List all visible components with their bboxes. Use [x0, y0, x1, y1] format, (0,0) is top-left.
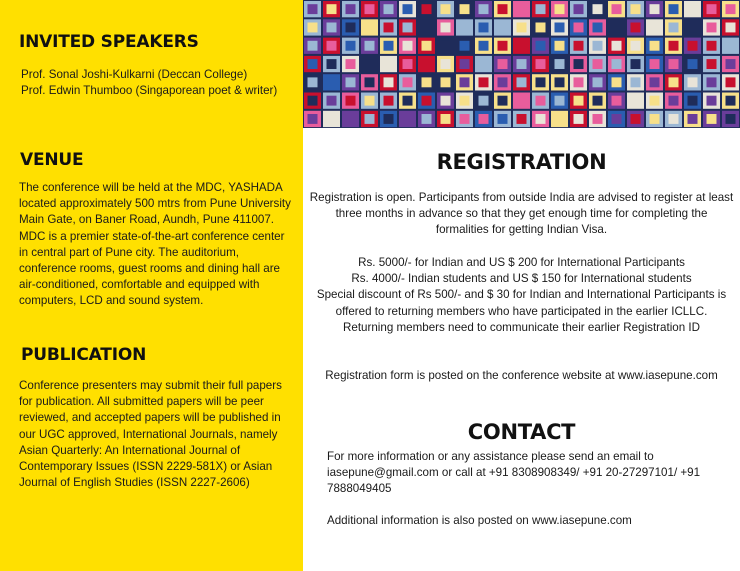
tile-inner: [726, 23, 736, 33]
tile-inner: [346, 96, 356, 106]
tile-inner: [517, 114, 527, 124]
tile-inner: [327, 114, 337, 124]
tile-inner: [574, 77, 584, 87]
tile-inner: [479, 59, 489, 69]
tile-inner: [593, 114, 603, 124]
tile-inner: [365, 41, 375, 51]
tile-inner: [688, 114, 698, 124]
tile-inner: [384, 41, 394, 51]
tile-inner: [441, 4, 451, 14]
tile-inner: [308, 4, 318, 14]
tile-inner: [707, 23, 717, 33]
tile-inner: [574, 41, 584, 51]
speaker-1: Prof. Sonal Joshi-Kulkarni (Deccan College): [21, 68, 248, 81]
tile-inner: [365, 77, 375, 87]
tile-inner: [593, 77, 603, 87]
tile-inner: [384, 114, 394, 124]
tile-inner: [593, 4, 603, 14]
tile-inner: [327, 23, 337, 33]
tile-inner: [498, 4, 508, 14]
contact-heading: CONTACT: [467, 420, 576, 444]
tile-inner: [574, 96, 584, 106]
tile-inner: [612, 77, 622, 87]
registration-fees: [309, 255, 734, 336]
tile-inner: [308, 77, 318, 87]
tile-inner: [555, 114, 565, 124]
tile-inner: [346, 4, 356, 14]
tile-inner: [365, 114, 375, 124]
tile-inner: [346, 77, 356, 87]
tile-inner: [536, 4, 546, 14]
tile-inner: [441, 114, 451, 124]
tile-inner: [555, 59, 565, 69]
tile-inner: [498, 96, 508, 106]
tile-inner: [707, 114, 717, 124]
tile-inner: [555, 41, 565, 51]
invited-speakers-heading: INVITED SPEAKERS: [19, 32, 199, 52]
tile-inner: [384, 96, 394, 106]
tile-inner: [555, 23, 565, 33]
tile-inner: [574, 114, 584, 124]
tile-inner: [384, 77, 394, 87]
registration-form-note: Registration form is posted on the conference website at www.iasepune.com: [325, 369, 718, 382]
tile-inner: [612, 114, 622, 124]
tile-inner: [403, 4, 413, 14]
tile-inner: [688, 77, 698, 87]
tile-inner: [726, 59, 736, 69]
tile-inner: [631, 96, 641, 106]
tile-inner: [422, 41, 432, 51]
tile-inner: [422, 23, 432, 33]
tile-inner: [688, 4, 698, 14]
tile-inner: [650, 4, 660, 14]
tile-inner: [460, 59, 470, 69]
tile-inner: [593, 41, 603, 51]
tile-inner: [403, 23, 413, 33]
speaker-2: Prof. Edwin Thumboo (Singaporean poet & writer): [21, 84, 278, 98]
tile-inner: [631, 59, 641, 69]
tile-inner: [498, 77, 508, 87]
tile-inner: [726, 114, 736, 124]
tile-inner: [384, 23, 394, 33]
publication-text: Conference presenters may submit their full papers for publication. All submitted papers will be peer reviewed, and accepted papers will be published in our UGC approved, International Journals, namely Asian Quarterly: An International Journal of Contemporary Issues (ISSN 2229-581X) or Asian Journal of English Studies (ISSN 2227-2606): [19, 379, 282, 490]
tile-inner: [479, 114, 489, 124]
tile-inner: [574, 23, 584, 33]
tile-inner: [536, 23, 546, 33]
registration-heading: REGISTRATION: [436, 150, 607, 174]
tile-inner: [688, 59, 698, 69]
tile-inner: [669, 77, 679, 87]
tile-inner: [346, 41, 356, 51]
tile-inner: [555, 4, 565, 14]
tile-inner: [669, 41, 679, 51]
fee-indian-international: Rs. 5000/- for Indian and US $ 200 for International Participants: [358, 256, 685, 269]
tile-inner: [460, 77, 470, 87]
tile-inner: [498, 23, 508, 33]
contact-additional: Additional information is also posted on www.iasepune.com: [327, 514, 632, 527]
tile-inner: [517, 41, 527, 51]
tile-inner: [479, 96, 489, 106]
tile-inner: [631, 23, 641, 33]
tile-inner: [631, 77, 641, 87]
tile-inner: [365, 23, 375, 33]
tile-inner: [650, 114, 660, 124]
tile-inner: [308, 59, 318, 69]
tile-inner: [441, 41, 451, 51]
tile-inner: [726, 4, 736, 14]
tile-inner: [593, 23, 603, 33]
tile-inner: [688, 23, 698, 33]
tile-inner: [593, 59, 603, 69]
tile-inner: [479, 4, 489, 14]
tile-inner: [650, 77, 660, 87]
tile-inner: [441, 77, 451, 87]
tile-inner: [403, 114, 413, 124]
tile-inner: [422, 59, 432, 69]
venue-text: The conference will be held at the MDC, YASHADA located approximately 500 mtrs from Pune University Main Gate, on Baner Road, Aundh, Pune 411007. MDC is a premier state-of-the-art conference center in central part of Pune city. The auditorium, conference rooms, guest rooms and dining hall are air-conditioned, comfortable and equipped with computers, LCD and sound system.: [19, 181, 291, 308]
tile-inner: [650, 23, 660, 33]
tile-inner: [460, 23, 470, 33]
right-panel: [303, 0, 740, 571]
tile-inner: [650, 41, 660, 51]
tile-inner: [498, 59, 508, 69]
tile-inner: [441, 59, 451, 69]
tile-inner: [631, 4, 641, 14]
tile-inner: [460, 4, 470, 14]
tile-inner: [422, 114, 432, 124]
tile-inner: [422, 96, 432, 106]
tile-inner: [707, 77, 717, 87]
tile-inner: [479, 23, 489, 33]
tile-inner: [479, 41, 489, 51]
tile-inner: [612, 96, 622, 106]
tile-inner: [460, 96, 470, 106]
tile-inner: [726, 77, 736, 87]
tile-inner: [403, 41, 413, 51]
tile-pattern-svg: [303, 0, 740, 128]
tile-inner: [308, 96, 318, 106]
tile-inner: [726, 41, 736, 51]
left-panel: [0, 0, 303, 571]
tile-inner: [688, 96, 698, 106]
tile-inner: [403, 77, 413, 87]
tile-inner: [555, 96, 565, 106]
tile-inner: [536, 96, 546, 106]
tile-inner: [574, 59, 584, 69]
tile-inner: [365, 96, 375, 106]
invited-speakers-list: [21, 67, 301, 99]
tile-inner: [308, 114, 318, 124]
tile-inner: [498, 41, 508, 51]
tile-inner: [517, 96, 527, 106]
tile-inner: [460, 41, 470, 51]
tile-inner: [669, 114, 679, 124]
tile-inner: [384, 59, 394, 69]
tile-inner: [536, 77, 546, 87]
tile-inner: [707, 4, 717, 14]
tile-inner: [441, 23, 451, 33]
tile-inner: [631, 114, 641, 124]
tile-inner: [346, 114, 356, 124]
publication-heading: PUBLICATION: [21, 345, 147, 365]
fee-students: Rs. 4000/- Indian students and US $ 150 for International students: [351, 272, 692, 286]
tile-inner: [498, 114, 508, 124]
tile-inner: [555, 77, 565, 87]
tile-inner: [422, 77, 432, 87]
tile-inner: [479, 77, 489, 87]
tile-inner: [612, 41, 622, 51]
venue-heading: VENUE: [20, 150, 84, 170]
tile-inner: [631, 41, 641, 51]
tile-inner: [612, 59, 622, 69]
registration-intro: Registration is open. Participants from outside India are advised to register at least three months in advance so that they get enough time for completing the formalities for getting Indian Visa.: [309, 191, 734, 237]
tile-inner: [707, 96, 717, 106]
tile-inner: [327, 41, 337, 51]
tile-inner: [403, 59, 413, 69]
fee-returning-discount: Special discount of Rs 500/- and $ 30 for Indian and International Participants is offered to returning members who have participated in the earlier ICLLC. Returning members need to communicate their earlier Registration ID: [316, 288, 727, 334]
tile-inner: [346, 23, 356, 33]
tile-inner: [669, 4, 679, 14]
tile-inner: [650, 59, 660, 69]
tile-inner: [517, 77, 527, 87]
tile-inner: [327, 77, 337, 87]
tile-inner: [346, 59, 356, 69]
tile-inner: [327, 96, 337, 106]
tile-inner: [536, 41, 546, 51]
tile-inner: [593, 96, 603, 106]
tile-inner: [669, 59, 679, 69]
tile-inner: [536, 59, 546, 69]
tile-inner: [422, 4, 432, 14]
tile-inner: [536, 114, 546, 124]
tile-inner: [365, 4, 375, 14]
tile-inner: [688, 41, 698, 51]
tile-inner: [308, 41, 318, 51]
tile-inner: [460, 114, 470, 124]
tile-inner: [612, 4, 622, 14]
tile-inner: [327, 59, 337, 69]
tile-inner: [669, 96, 679, 106]
tile-inner: [726, 96, 736, 106]
tile-inner: [707, 59, 717, 69]
tile-inner: [327, 4, 337, 14]
tile-inner: [612, 23, 622, 33]
tile-inner: [384, 4, 394, 14]
tile-inner: [517, 4, 527, 14]
tile-inner: [650, 96, 660, 106]
tile-inner: [441, 96, 451, 106]
decorative-tile-pattern: [303, 0, 740, 128]
tile-inner: [669, 23, 679, 33]
tile-inner: [574, 4, 584, 14]
tile-inner: [517, 23, 527, 33]
contact-info: For more information or any assistance please send an email to iasepune@gmail.com or call at +91 8308908349/ +91 20-27297101/ +91 7888049405: [327, 450, 701, 496]
tile-inner: [403, 96, 413, 106]
tile-inner: [517, 59, 527, 69]
tile-inner: [707, 41, 717, 51]
tile-inner: [365, 59, 375, 69]
tile-inner: [308, 23, 318, 33]
